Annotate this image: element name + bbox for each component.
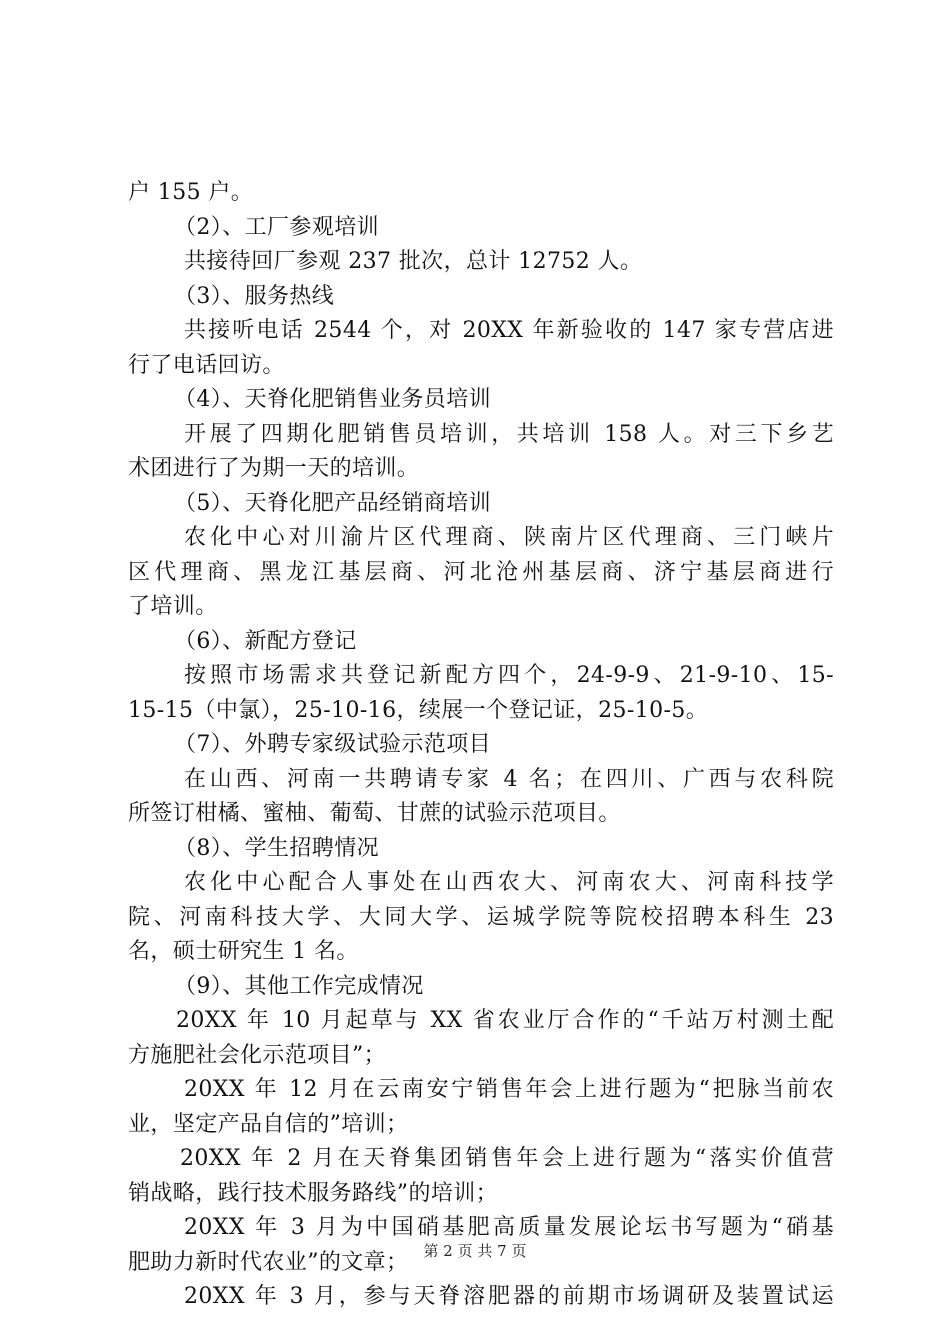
text-line: 了培训。 [128, 594, 218, 619]
text-line: 共接待回厂参观 237 批次，总计 12752 人。 [184, 249, 643, 274]
section-heading: （7）、外聘专家级试验示范项目 [174, 732, 491, 757]
section-heading: （6）、新配方登记 [174, 628, 357, 654]
text-line: 开展了四期化肥销售员培训，共培训 158 人。对三下乡艺 [184, 421, 834, 447]
section-heading: （2）、工厂参观培训 [174, 214, 379, 240]
text-line: 院、河南科技大学、大同大学、运城学院等院校招聘本科生 23 [128, 904, 834, 930]
text-line: 农化中心对川渝片区代理商、陕南片区代理商、三门峡片 [184, 525, 834, 550]
text-line: 所签订柑橘、蜜柚、葡萄、甘蔗的试验示范项目。 [128, 801, 621, 826]
text-line: 户 155 户。 [128, 180, 254, 205]
text-line: 20XX 年 2 月在天脊集团销售年会上进行题为“落实价值营 [180, 1146, 834, 1171]
text-line: 20XX 年 3 月，参与天脊溶肥器的前期市场调研及装置试运 [184, 1284, 834, 1309]
text-line: 共接听电话 2544 个，对 20XX 年新验收的 147 家专营店进 [184, 318, 834, 343]
section-heading: （3）、服务热线 [174, 283, 335, 309]
section-heading: （9）、其他工作完成情况 [174, 973, 424, 999]
page-number-footer: 第 2 页 共 7 页 [423, 1242, 527, 1260]
text-line: 业，坚定产品自信的”培训； [128, 1111, 409, 1137]
text-line: 按照市场需求共登记新配方四个，24-9-9、21-9-10、15- [184, 663, 834, 688]
text-line: 在山西、河南一共聘请专家 4 名；在四川、广西与农科院 [184, 766, 834, 792]
section-heading: （8）、学生招聘情况 [174, 835, 379, 861]
text-line: 20XX 年 12 月在云南安宁销售年会上进行题为“把脉当前农 [184, 1077, 834, 1102]
text-line: 行了电话回访。 [128, 352, 285, 378]
text-line: 名，硕士研究生 1 名。 [128, 939, 359, 964]
document-body [128, 176, 834, 1315]
text-line: 销战略，践行技术服务路线”的培训； [128, 1180, 499, 1206]
text-line: 20XX 年 3 月为中国硝基肥高质量发展论坛书写题为“硝基 [184, 1215, 834, 1240]
text-line: 方施肥社会化示范项目”； [128, 1042, 387, 1068]
text-line: 肥助力新时代农业”的文章； [128, 1249, 409, 1275]
text-line: 区代理商、黑龙江基层商、河北沧州基层商、济宁基层商进行 [128, 559, 834, 585]
text-line: 术团进行了为期一天的培训。 [128, 456, 420, 481]
text-line: 农化中心配合人事处在山西农大、河南农大、河南科技学 [184, 870, 834, 895]
text-line: 15-15（中氯），25-10-16，续展一个登记证，25-10-5。 [128, 697, 709, 723]
section-heading: （5）、天脊化肥产品经销商培训 [174, 490, 491, 516]
text-line: 20XX 年 10 月起草与 XX 省农业厅合作的“千站万村测土配 [176, 1008, 834, 1033]
section-heading: （4）、天脊化肥销售业务员培训 [174, 387, 491, 412]
